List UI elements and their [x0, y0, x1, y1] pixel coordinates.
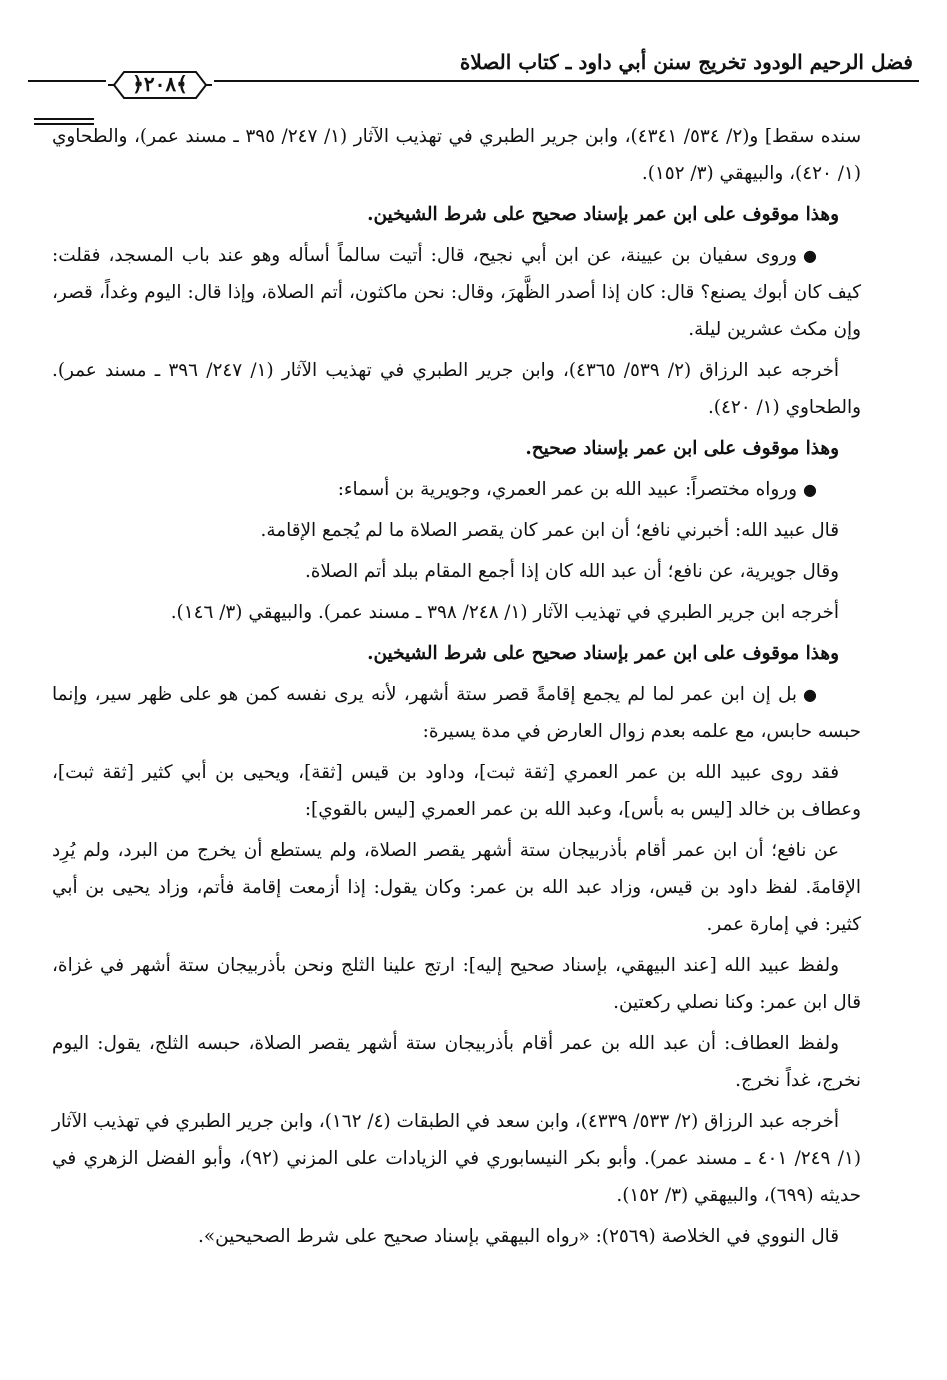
paragraph [52, 1218, 861, 1255]
paragraph [52, 512, 861, 549]
paragraph [52, 594, 861, 631]
bullet-icon: ● [803, 685, 817, 704]
paragraph [52, 832, 861, 943]
paragraph-text: أخرجه عبد الرزاق (٢/ ٥٣٣/ ٤٣٣٩)، وابن سعد في الطبقات (٤/ ١٦٢)، وابن جرير الطبري في تهذيب الآثار (١/ ٢٤٩/ ٤٠١ ـ مسند عمر). وأبو بكر النيسابوري في الزيادات على المزني (٩٢)، وأبو الفضل الزهري في حديثه (٦٩٩)، والبيهقي (٣/ ١٥٢). [52, 1111, 862, 1206]
paragraph [52, 676, 861, 750]
paragraph [52, 118, 861, 192]
paragraph [52, 237, 861, 348]
paragraph-text: وقال جويرية، عن نافع؛ أن عبد الله كان إذا أجمع المقام ببلد أتم الصلاة. [304, 561, 839, 582]
paragraph-text: أخرجه ابن جرير الطبري في تهذيب الآثار (١/ ٢٤٨/ ٣٩٨ ـ مسند عمر). والبيهقي (٣/ ١٤٦). [170, 602, 839, 623]
page-number-frame [106, 66, 214, 104]
paragraph-text: وهذا موقوف على ابن عمر بإسناد صحيح على شرط الشيخين. [367, 643, 839, 664]
bullet-icon: ● [803, 480, 817, 499]
ruling-line [52, 430, 861, 467]
paragraph-text: ولفظ العطاف: أن عبد الله بن عمر أقام بأذربيجان ستة أشهر يقصر الصلاة، حبسه الثلج، يقول: اليوم نخرج، غداً نخرج. [52, 1033, 861, 1091]
paragraph-text: قال عبيد الله: أخبرني نافع؛ أن ابن عمر كان يقصر الصلاة ما لم يُجمع الإقامة. [260, 520, 839, 541]
paragraph-text: فقد روى عبيد الله بن عمر العمري [ثقة ثبت]، وداود بن قيس [ثقة]، ويحيى بن أبي كثير [ثقة ثبت]، وعطاف بن خالد [ليس به بأس]، وعبد الله بن عمر العمري [ليس بالقوي]: [52, 762, 861, 820]
page-number: ﴿٢٠٨﴾ [132, 72, 188, 96]
paragraph-text: وهذا موقوف على ابن عمر بإسناد صحيح على شرط الشيخين. [367, 204, 839, 225]
ruling-line [52, 196, 861, 233]
paragraph [52, 754, 861, 828]
paragraph-text: بل إن ابن عمر لما لم يجمع إقامةً قصر ستة أشهر، لأنه يرى نفسه كمن هو على ظهر سير، وإنما حبسه حابس، مع علمه بعدم زوال العارض في مدة يسيرة: [52, 684, 861, 742]
paragraph [52, 553, 861, 590]
paragraph [52, 352, 861, 426]
paragraph [52, 947, 861, 1021]
paragraph-text: ولفظ عبيد الله [عند البيهقي، بإسناد صحيح إليه]: ارتج علينا الثلج ونحن بأذربيجان ستة أشهر في غزاة، قال ابن عمر: وكنا نصلي ركعتين. [52, 955, 861, 1013]
bullet-icon: ● [803, 246, 817, 265]
paragraph-text: وهذا موقوف على ابن عمر بإسناد صحيح. [525, 438, 839, 459]
paragraph-text: وروى سفيان بن عيينة، عن ابن أبي نجيح، قال: أتيت سالماً أسأله وهو عند باب المسجد، فقلت: كيف كان أبوك يصنع؟ قال: كان إذا أصدر الظَّهرَ، وقال: نحن ماكثون، أتم الصلاة، وإذا قال: اليوم وغداً، قصر، وإن مكث عشرين ليلة. [52, 245, 861, 340]
paragraph-text: ورواه مختصراً: عبيد الله بن عمر العمري، وجويرية بن أسماء: [337, 479, 798, 500]
body-text [52, 118, 861, 1259]
paragraph-text: عن نافع؛ أن ابن عمر أقام بأذربيجان ستة أشهر يقصر الصلاة، ولم يستطع أن يخرج من البرد، ولم يُرِد الإقامةَ. لفظ داود بن قيس، وزاد عبد الله بن عمر: وكان يقول: إذا أزمعت إقامة فأتم، وزاد يحيى بن أبي كثير: في إمارة عمر. [52, 840, 861, 935]
running-title: فضل الرحيم الودود تخريج سنن أبي داود ـ كتاب الصلاة [459, 50, 913, 74]
page-header [28, 46, 919, 96]
paragraph [52, 471, 861, 508]
paragraph-text: قال النووي في الخلاصة (٢٥٦٩): «رواه البيهقي بإسناد صحيح على شرط الصحيحين». [198, 1226, 839, 1247]
paragraph-text: سنده سقط] و(٢/ ٥٣٤/ ٤٣٤١)، وابن جرير الطبري في تهذيب الآثار (١/ ٢٤٧/ ٣٩٥ ـ مسند عمر)، والطحاوي (١/ ٤٢٠)، والبيهقي (٣/ ١٥٢). [52, 126, 861, 184]
paragraph [52, 1103, 861, 1214]
paragraph-text: أخرجه عبد الرزاق (٢/ ٥٣٩/ ٤٣٦٥)، وابن جرير الطبري في تهذيب الآثار (١/ ٢٤٧/ ٣٩٦ ـ مسند عمر). والطحاوي (١/ ٤٢٠). [52, 360, 861, 418]
ruling-line [52, 635, 861, 672]
paragraph [52, 1025, 861, 1099]
